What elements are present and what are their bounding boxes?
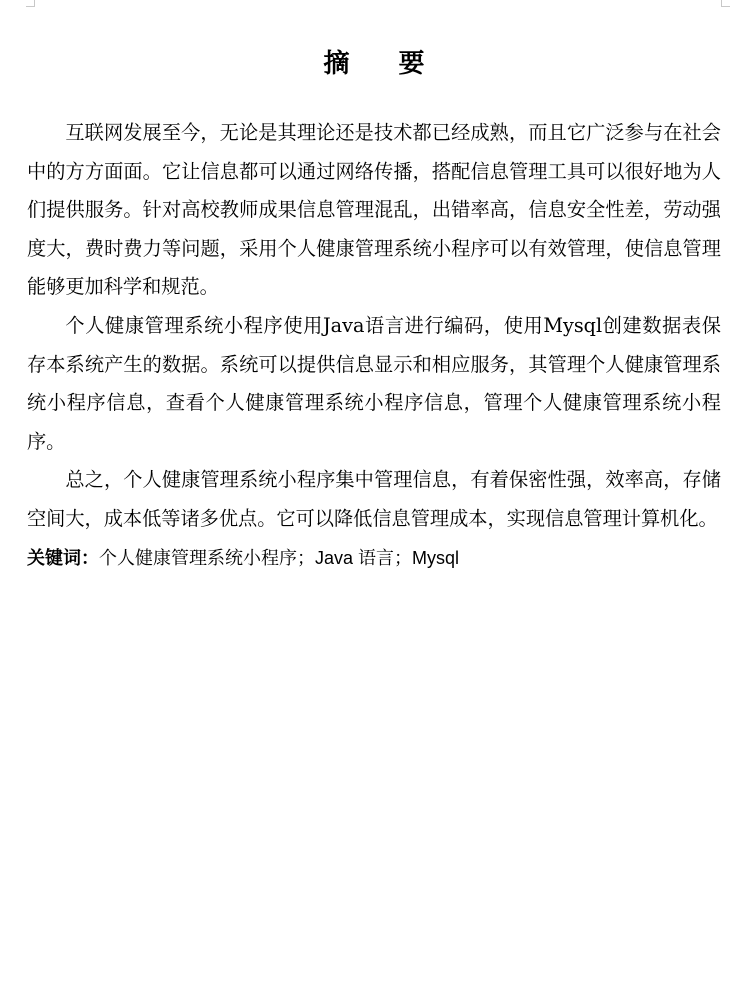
page-corner-mark-left xyxy=(26,0,35,7)
keywords-value: 个人健康管理系统小程序；Java 语言；Mysql xyxy=(99,547,460,568)
page-corner-mark-right xyxy=(721,0,730,7)
abstract-paragraph-3: 总之，个人健康管理系统小程序集中管理信息，有着保密性强，效率高，存储空间大，成本低等诸多优点。它可以降低信息管理成本，实现信息管理计算机化。 xyxy=(27,468,721,530)
abstract-paragraph-1: 互联网发展至今，无论是其理论还是技术都已经成熟，而且它广泛参与在社会中的方方面面。它让信息都可以通过网络传播，搭配信息管理工具可以很好地为人们提供服务。针对高校教师成果信息管理混乱，出错率高，信息安全性差，劳动强度大，费时费力等问题，采用个人健康管理系统小程序可以有效管理，使信息管理能够更加科学和规范。 xyxy=(27,121,721,299)
keywords-label: 关键词 xyxy=(27,547,81,569)
keywords-separator: ： xyxy=(81,547,99,569)
document-page xyxy=(27,40,721,578)
abstract-title: 摘 要 xyxy=(323,49,445,79)
abstract-paragraph-2: 个人健康管理系统小程序使用Java语言进行编码，使用Mysql创建数据表保存本系统产生的数据。系统可以提供信息显示和相应服务，其管理个人健康管理系统小程序信息，查看个人健康管理系统小程序信息，管理个人健康管理系统小程序。 xyxy=(27,313,721,453)
keywords-line xyxy=(27,539,721,578)
